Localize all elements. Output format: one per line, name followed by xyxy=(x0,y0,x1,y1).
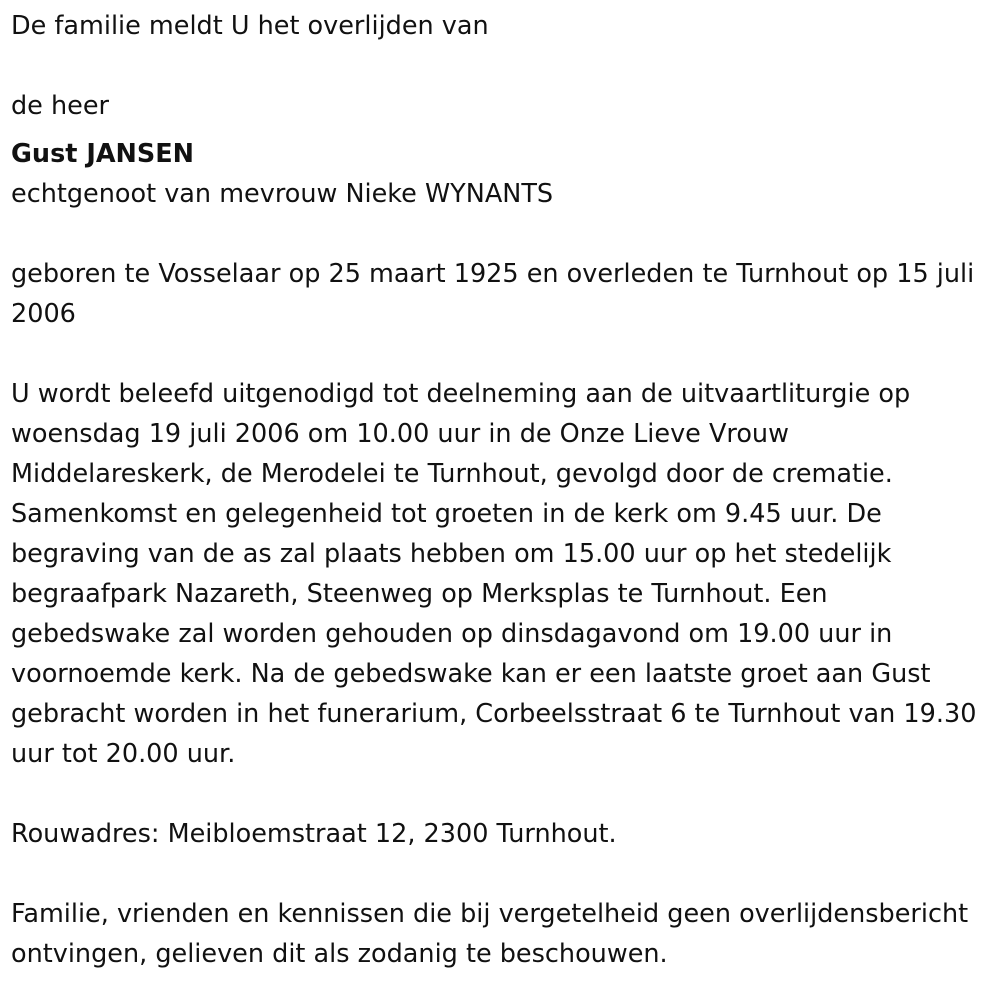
spouse-text: echtgenoot van mevrouw Nieke WYNANTS xyxy=(11,179,554,209)
spacer xyxy=(11,46,986,86)
intro-text: De familie meldt U het overlijden van xyxy=(11,11,489,41)
deceased-name: Gust JANSEN xyxy=(11,139,195,169)
spacer xyxy=(11,214,986,254)
birth-death-text: geboren te Vosselaar op 25 maart 1925 en overleden te Turnhout op 15 juli 2006 xyxy=(11,259,975,329)
spacer xyxy=(11,334,986,374)
spacer xyxy=(11,774,986,814)
service-details: U wordt beleefd uitgenodigd tot deelneming aan de uitvaartliturgie op woensdag 19 juli 2006 om 10.00 uur in de Onze Lieve Vrouw Middelareskerk, de Merodelei te Turnhout, gevolgd door de crematie. Samenkomst en gelegenheid tot groeten in de kerk om 9.45 uur. De begraving van de as zal plaats hebben om 15.00 uur op het stedelijk begraafpark Nazareth, Steenweg op Merksplas te Turnhout. Een gebedswake zal worden gehouden op dinsdagavond om 19.00 uur in voornoemde kerk. Na de gebedswake kan er een laatste groet aan Gust gebracht worden in het funerarium, Corbeelsstraat 6 te Turnhout van 19.30 uur tot 20.00 uur. xyxy=(11,379,977,769)
spacer xyxy=(11,854,986,894)
honorific: de heer xyxy=(11,91,110,121)
closing-text: Familie, vrienden en kennissen die bij vergetelheid geen overlijdensbericht ontvingen, gelieven dit als zodanig te beschouwen. xyxy=(11,899,969,969)
mourning-address: Rouwadres: Meibloemstraat 12, 2300 Turnhout. xyxy=(11,819,617,849)
